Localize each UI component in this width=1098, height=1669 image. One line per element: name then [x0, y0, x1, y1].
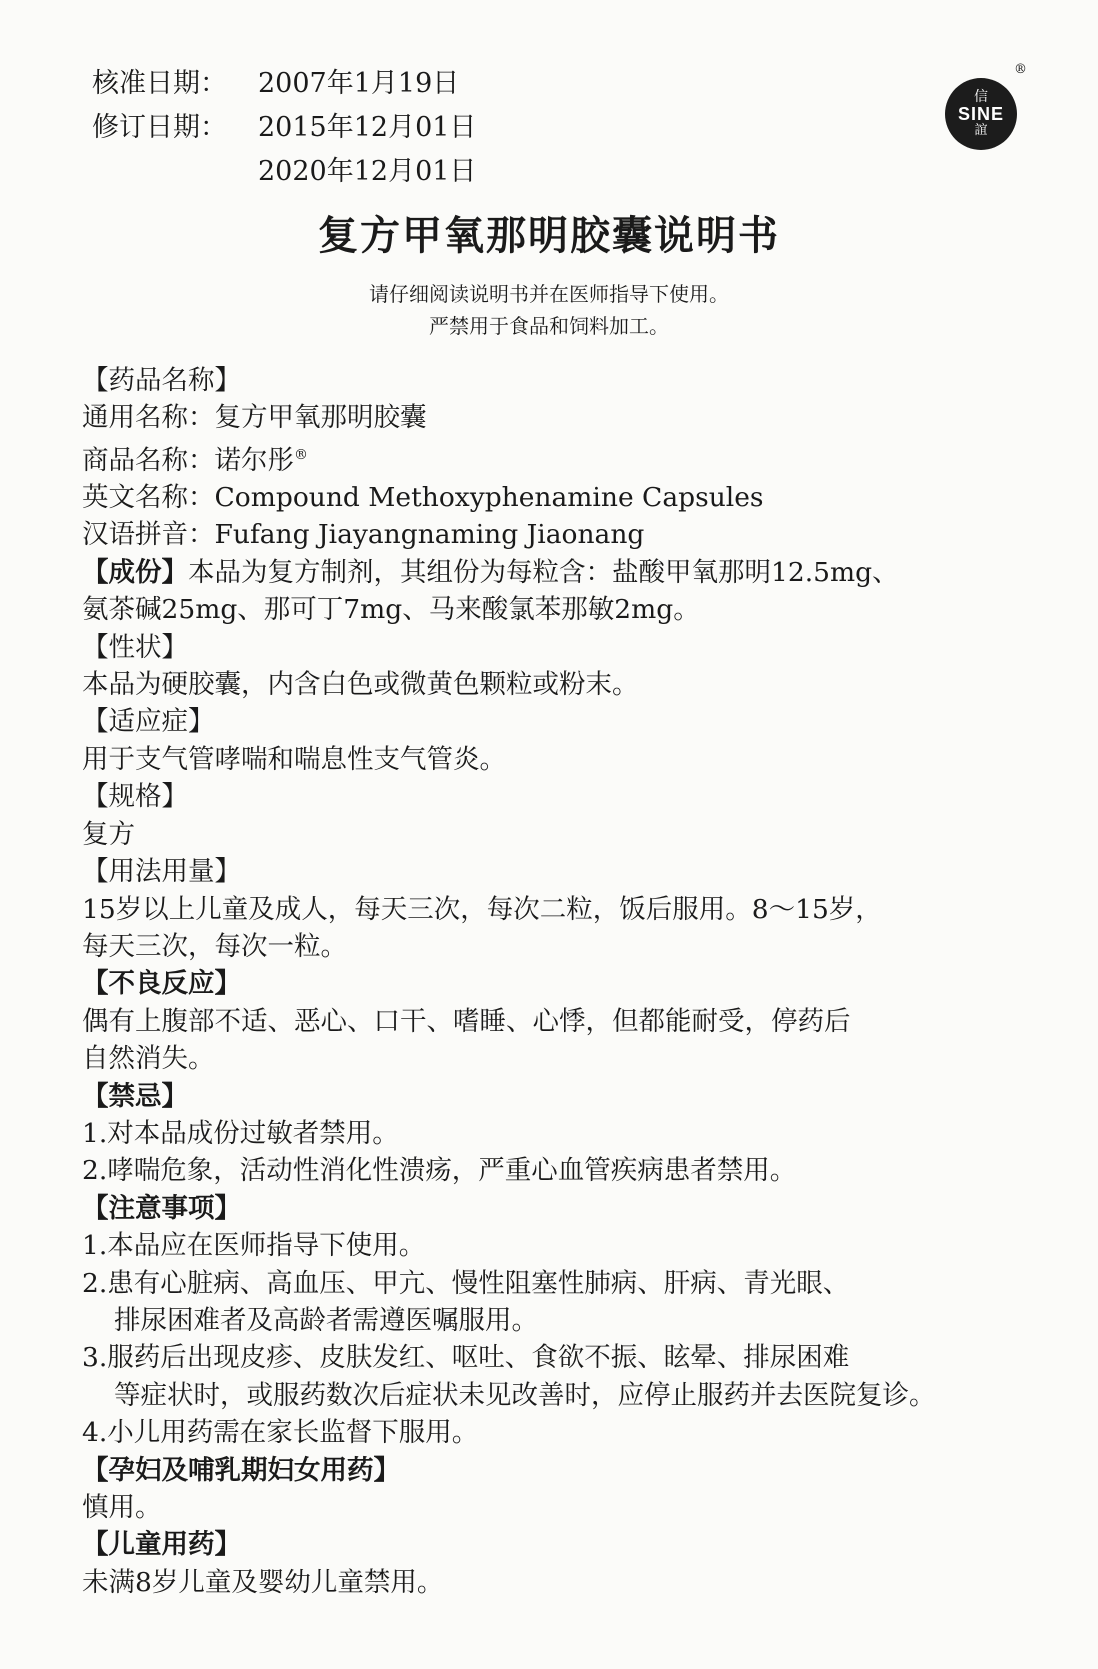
precaution-item-3b: 等症状时，或服药数次后症状未见改善时，应停止服药并去医院复诊。 [114, 1379, 936, 1411]
precaution-item-1: 1.本品应在医师指导下使用。 [82, 1230, 426, 1262]
section-heading-pregnancy: 【孕妇及哺乳期妇女用药】 [82, 1454, 400, 1486]
logo-top-char: 信 [974, 89, 988, 105]
section-heading-dosage: 【用法用量】 [82, 856, 241, 888]
registered-mark-icon: ® [1014, 62, 1027, 77]
spec-text: 复方 [82, 818, 135, 850]
logo-wordmark: SINE [957, 104, 1004, 124]
trade-name-row [82, 437, 1072, 479]
contra-item-2: 2.哮喘危象，活动性消化性溃疡，严重心血管疾病患者禁用。 [82, 1155, 797, 1187]
revision-date-row-2 [92, 150, 476, 194]
section-heading-name: 【药品名称】 [82, 365, 241, 396]
adverse-line-1: 偶有上腹部不适、恶心、口干、嗜睡、心悸，但都能耐受，停药后 [82, 1005, 851, 1037]
approval-date-label: 核准日期： [92, 68, 227, 99]
section-heading-composition: 【成份】 [82, 556, 188, 588]
notice-line-1: 请仔细阅读说明书并在医师指导下使用。 [369, 282, 729, 306]
generic-name: 通用名称：复方甲氧那明胶囊 [82, 402, 427, 434]
children-text: 未满8岁儿童及婴幼儿童禁用。 [82, 1566, 444, 1598]
revision-date-1: 2015年12月01日 [258, 112, 477, 143]
logo-bottom-char: 誼 [974, 123, 988, 138]
pregnancy-text: 慎用。 [82, 1492, 162, 1524]
approval-date-row [92, 62, 476, 106]
section-heading-contra: 【禁忌】 [82, 1080, 188, 1112]
precaution-item-3a: 3.服药后出现皮疹、皮肤发红、呕吐、食欲不振、眩晕、排尿困难 [82, 1342, 850, 1374]
composition-row [82, 554, 1072, 591]
section-heading-spec: 【规格】 [82, 781, 188, 813]
dosage-line-2: 每天三次，每次一粒。 [82, 930, 347, 962]
notice-line-2: 严禁用于食品和饲料加工。 [429, 314, 669, 338]
composition-line-2: 氨茶碱25mg、那可丁7mg、马来酸氯苯那敏2mg。 [82, 594, 700, 626]
english-name: 英文名称：Compound Methoxyphenamine Capsules [82, 482, 764, 514]
sine-logo [945, 78, 1017, 150]
pinyin-name: 汉语拼音：Fufang Jiayangnaming Jiaonang [82, 519, 645, 551]
adverse-line-2: 自然消失。 [82, 1043, 215, 1075]
dates-block [92, 62, 476, 194]
contra-item-1: 1.对本品成份过敏者禁用。 [82, 1117, 399, 1149]
document-title: 复方甲氧那明胶囊说明书 [318, 213, 780, 259]
section-heading-precautions: 【注意事项】 [82, 1192, 241, 1224]
section-heading-character: 【性状】 [82, 631, 188, 663]
character-text: 本品为硬胶囊，内含白色或微黄色颗粒或粉末。 [82, 669, 639, 701]
section-heading-indications: 【适应症】 [82, 706, 215, 738]
section-heading-adverse: 【不良反应】 [82, 968, 241, 1000]
precaution-item-2b: 排尿困难者及高龄者需遵医嘱服用。 [114, 1304, 538, 1336]
composition-line-1: 本品为复方制剂，其组份为每粒含：盐酸甲氧那明12.5mg、 [188, 556, 899, 588]
section-heading-children: 【儿童用药】 [82, 1529, 241, 1561]
precaution-item-2a: 2.患有心脏病、高血压、甲亢、慢性阻塞性肺病、肝病、青光眼、 [82, 1267, 850, 1299]
leaflet-body [82, 362, 1072, 1601]
usage-notice [0, 278, 1098, 342]
precaution-item-4: 4.小儿用药需在家长监督下服用。 [82, 1417, 479, 1449]
revision-date-label: 修订日期： [92, 112, 227, 143]
approval-date: 2007年1月19日 [258, 68, 460, 99]
dosage-line-1: 15岁以上儿童及成人，每天三次，每次二粒，饭后服用。8～15岁， [82, 893, 882, 925]
trade-name: 商品名称：诺尔彤 [82, 444, 294, 476]
trade-mark-icon: ® [294, 446, 308, 463]
indications-text: 用于支气管哮喘和喘息性支气管炎。 [82, 743, 506, 775]
revision-date-row [92, 106, 476, 150]
revision-date-2: 2020年12月01日 [258, 156, 477, 187]
